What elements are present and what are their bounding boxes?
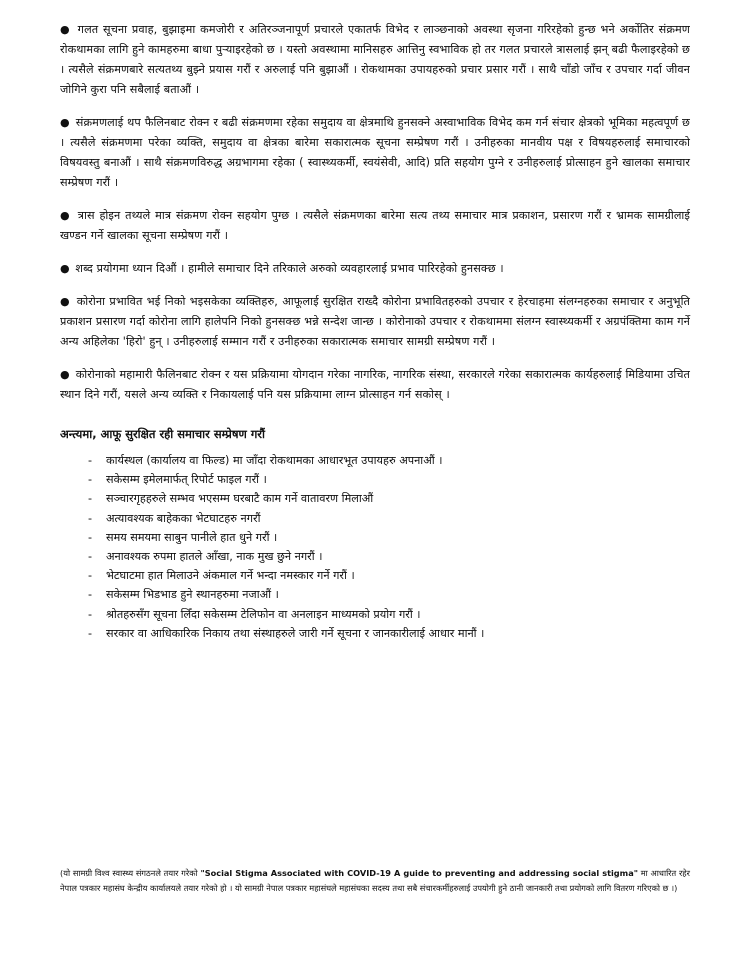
paragraph-text: कोरोना प्रभावित भई निको भइसकेका व्यक्तिहरु, आफूलाई सुरक्षित राख्दै कोरोना प्रभावितहरुको उपचार र हेरचाहमा संलग्नहरुका समाचार र अनुभूति प्रकाशन प्रसारण गर्दा कोरोना लागि हालेपनि निको हुनसक्छ भन्ने सन्देश जान्छ । कोरोनाको उपचार र रोकथाममा संलग्न स्वास्थ्यकर्मी र अग्रपंक्तिमा काम गर्ने अन्य अहिलेका 'हिरो' हुन् । उनीहरुलाई सम्मान गरौं र उनीहरुका सकारात्मक समाचार सामग्री सम्प्रेषण गरौं । bbox=[60, 295, 691, 348]
list-item-text: अनावश्यक रुपमा हातले आँखा, नाक मुख छुने नगरौं । bbox=[106, 550, 323, 564]
footnote-source-title: "Social Stigma Associated with COVID-19 A guide to preventing and addressing social stigma" bbox=[200, 868, 638, 878]
bullet-icon: ● bbox=[60, 368, 70, 381]
list-item bbox=[88, 585, 690, 604]
bullet-icon: ● bbox=[60, 262, 70, 275]
list-item bbox=[88, 509, 690, 528]
list-item bbox=[88, 451, 690, 470]
list-item-text: सरकार वा आधिकारिक निकाय तथा संस्थाहरुले जारी गर्ने सूचना र जानकारीलाई आधार मानौं । bbox=[106, 626, 485, 640]
list-item-text: कार्यस्थल (कार्यालय वा फिल्ड) मा जाँदा रोकथामका आधारभूत उपायहरु अपनाऔं । bbox=[106, 454, 443, 467]
dash-icon: - bbox=[88, 626, 93, 640]
bullet-icon: ● bbox=[60, 116, 70, 129]
paragraph-text: कोरोनाको महामारी फैलिनबाट रोक्न र यस प्रक्रियामा योगदान गरेका नागरिक, नागरिक संस्था, सरकारले गरेका सकारात्मक कार्यहरुलाई मिडियामा उचित स्थान दिने गरौं, यसले अन्य व्यक्ति र निकायलाई पनि यस प्रक्रियामा लाग्न प्रोत्साहन गर्न सकोस् । bbox=[60, 368, 691, 401]
list-item-text: श्रोतहरुसँग सूचना लिँदा सकेसम्म टेलिफोन वा अनलाइन माध्यमको प्रयोग गरौं । bbox=[106, 607, 421, 621]
bullet-icon: ● bbox=[60, 23, 71, 36]
list-item bbox=[88, 605, 690, 624]
paragraph bbox=[60, 365, 690, 405]
paragraph bbox=[60, 20, 690, 100]
footnote-suffix: मा आधारित रहेर नेपाल पत्रकार महासंघ केन्द्रीय कार्यालयले तयार गरेको हो । यो सामग्री नेपाल पत्रकार महासंघले महासंघका सदस्य तथा सबै संचारकर्मीहरुलाई उपयोगी हुने ठानी जानकारी तथा प्रयोगको लागि वितरण गरिएको छ ।) bbox=[60, 868, 691, 893]
list-item bbox=[88, 624, 690, 643]
paragraph-text: संक्रमणलाई थप फैलिनबाट रोक्न र बढी संक्रमणमा रहेका समुदाय वा क्षेत्रमाथि हुनसक्ने अस्वाभाविक विभेद कम गर्न संचार क्षेत्रको भूमिका महत्वपूर्ण छ । त्यसैले संक्रमणमा परेका व्यक्ति, समुदाय वा क्षेत्रका बारेमा सकारात्मक सूचना सम्प्रेषण गरौं । उनीहरुका मानवीय पक्ष र विषयहरुलाई समाचारको विषयवस्तु बनाऔं । साथै संक्रमणविरुद्ध अग्रभागमा रहेका ( स्वास्थ्यकर्मी, स्वयंसेवी, आदि) प्रति सहयोग पुग्ने र उनीहरुलाई प्रोत्साहन हुने खालका समाचार सम्प्रेषण गरौं । bbox=[60, 116, 691, 189]
dash-icon: - bbox=[88, 473, 93, 487]
bullet-icon: ● bbox=[60, 209, 71, 222]
list-item-text: अत्यावश्यक बाहेकका भेटघाटहरु नगरौं bbox=[106, 511, 261, 525]
dash-icon: - bbox=[88, 550, 93, 564]
list-item bbox=[88, 528, 690, 547]
dash-icon: - bbox=[88, 511, 93, 525]
section-heading: अन्त्यमा, आफू सुरक्षित रही समाचार सम्प्रेषण गरौं bbox=[60, 427, 265, 441]
paragraph bbox=[60, 113, 690, 193]
dash-icon: - bbox=[88, 607, 93, 621]
list-item-text: सकेसम्म इमेलमार्फत् रिपोर्ट फाइल गरौं । bbox=[106, 473, 267, 487]
dash-icon: - bbox=[88, 588, 93, 602]
list-item bbox=[88, 566, 690, 585]
dash-icon: - bbox=[88, 454, 93, 467]
paragraph-text: गलत सूचना प्रवाह, बुझाइमा कमजोरी र अतिरञ्जनापूर्ण प्रचारले एकातर्फ विभेद र लाञ्छनाको अवस्था सृजना गरिरहेको हुन्छ भने अर्कोतिर संक्रमण रोकथामका लागि हुने कामहरुमा बाधा पुऱ्याइरहेको छ । यस्तो अवस्थामा मानिसहरु आत्तिनु स्वभाविक हो तर गलत प्रचारले त्रासलाई झन् बढी फैलाइरहेको छ । त्यसैले संक्रमणबारे सत्यतथ्य बुझ्ने प्रयास गरौं र अरुलाई पनि बुझाऔं । रोकथामका उपायहरुको प्रचार प्रसार गरौं । साथै चाँडो जाँच र उपचार गर्दा जीवन जोगिने कुरा पनि सबैलाई बताऔं । bbox=[60, 23, 690, 96]
document-body bbox=[60, 20, 690, 643]
paragraph bbox=[60, 206, 690, 246]
list-item-text: भेटघाटमा हात मिलाउने अंकमाल गर्ने भन्दा नमस्कार गर्ने गरौं । bbox=[106, 569, 355, 583]
list-item bbox=[88, 470, 690, 489]
paragraph bbox=[60, 292, 690, 352]
list-item bbox=[88, 547, 690, 566]
list-item-text: सकेसम्म भिडभाड हुने स्थानहरुमा नजाऔं । bbox=[106, 588, 279, 602]
footnote-prefix: (यो सामग्री विश्व स्वास्थ्य संगठनले तयार गरेको bbox=[60, 868, 201, 878]
dash-icon: - bbox=[88, 492, 93, 506]
precautions-list bbox=[60, 451, 690, 643]
dash-icon: - bbox=[88, 569, 93, 583]
list-item bbox=[88, 489, 690, 508]
paragraph bbox=[60, 259, 690, 279]
list-item-text: सञ्चारगृहहरुले सम्भव भएसम्म घरबाटै काम गर्ने वातावरण मिलाऔं bbox=[106, 492, 374, 506]
dash-icon: - bbox=[88, 530, 93, 544]
list-item-text: समय समयमा साबुन पानीले हात धुने गरौं । bbox=[106, 530, 278, 544]
paragraph-text: त्रास होइन तथ्यले मात्र संक्रमण रोक्न सहयोग पुग्छ । त्यसैले संक्रमणका बारेमा सत्य तथ्य समाचार मात्र प्रकाशन, प्रसारण गरौं र भ्रामक सामग्रीलाई खण्डन गर्ने खालका सूचना सम्प्रेषण गरौं । bbox=[60, 209, 691, 242]
bullet-icon: ● bbox=[60, 295, 71, 308]
source-footnote bbox=[60, 866, 690, 896]
paragraph-text: शब्द प्रयोगमा ध्यान दिऔं । हामीले समाचार दिने तरिकाले अरुको व्यवहारलाई प्रभाव पारिरहेको हुनसक्छ । bbox=[75, 262, 504, 275]
